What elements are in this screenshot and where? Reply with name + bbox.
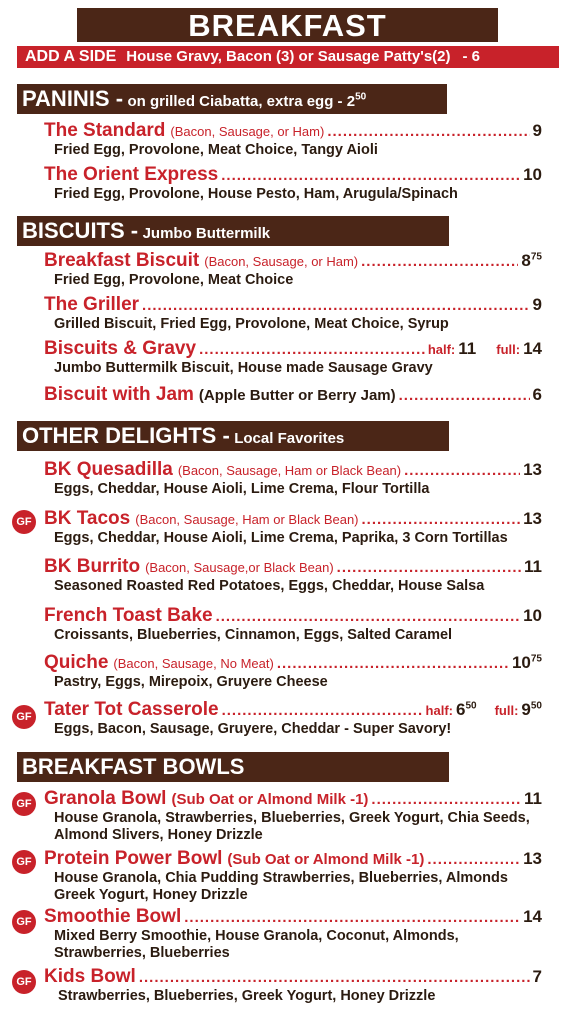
- menu-item: [44, 652, 542, 691]
- leader-dots: [139, 969, 530, 986]
- item-name: Quiche: [44, 652, 109, 673]
- item-description: House Granola, Strawberries, Blueberries, Greek Yogurt, Chia Seeds, Almond Slivers, Honey Drizzle: [54, 810, 530, 843]
- section-title: BISCUITS -: [22, 218, 139, 243]
- half-label: half:: [425, 703, 453, 718]
- item-name: Smoothie Bowl: [44, 906, 182, 927]
- item-description: House Granola, Chia Pudding Strawberries, Blueberries, Almonds Greek Yogurt, Honey Drizzle: [54, 870, 508, 903]
- item-note: (Bacon, Sausage, No Meat): [113, 656, 274, 671]
- item-description: Strawberries, Blueberries, Greek Yogurt, Honey Drizzle: [58, 988, 436, 1004]
- item-price: 9: [532, 121, 542, 140]
- full-label: full:: [496, 342, 521, 357]
- item-name: French Toast Bake: [44, 605, 213, 626]
- menu-title: BREAKFAST: [77, 8, 498, 42]
- item-note: (Bacon, Sausage,or Black Bean): [145, 560, 334, 575]
- item-price: 13: [523, 509, 542, 528]
- item-price: 10: [523, 606, 542, 625]
- item-description: Fried Egg, Provolone, Meat Choice, Tangy Aioli: [54, 142, 378, 158]
- add-side-banner: [17, 46, 559, 68]
- section-subtitle: Local Favorites: [234, 430, 345, 447]
- leader-dots: [222, 702, 423, 719]
- full-price: $9^{50}$: [521, 700, 542, 719]
- menu-item: [44, 164, 542, 203]
- item-description: Eggs, Bacon, Sausage, Gruyere, Cheddar - Super Savory!: [54, 721, 452, 737]
- item-name: BK Tacos: [44, 508, 131, 529]
- item-name: Kids Bowl: [44, 966, 136, 987]
- leader-dots: [427, 851, 520, 868]
- item-description: Jumbo Buttermilk Biscuit, House made Sausage Gravy: [54, 360, 433, 376]
- full-label: full:: [494, 703, 519, 718]
- item-price: 13: [523, 849, 542, 868]
- item-note: (Bacon, Sausage, or Ham): [204, 254, 359, 269]
- item-name: Biscuits & Gravy: [44, 338, 197, 359]
- item-price: $8^{75}$: [521, 251, 542, 270]
- section-title: PANINIS -: [22, 86, 124, 111]
- gluten-free-badge: GF: [12, 705, 36, 729]
- item-name: The Orient Express: [44, 164, 219, 185]
- gluten-free-badge: GF: [12, 792, 36, 816]
- menu-item: [44, 508, 542, 547]
- leader-dots: [362, 511, 521, 528]
- leader-dots: [184, 909, 520, 926]
- leader-dots: [199, 341, 425, 358]
- gluten-free-badge: GF: [12, 910, 36, 934]
- half-price: 11: [458, 339, 477, 358]
- add-side-text: House Gravy, Bacon (3) or Sausage Patty's(2): [126, 48, 451, 65]
- item-price: 14: [523, 907, 542, 926]
- item-name: BK Quesadilla: [44, 459, 173, 480]
- section-subtitle-sup: 50: [355, 91, 367, 103]
- item-description: Seasoned Roasted Red Potatoes, Eggs, Cheddar, House Salsa: [54, 578, 485, 594]
- section-header-bowls: [17, 752, 449, 782]
- item-description: Fried Egg, Provolone, Meat Choice: [54, 272, 294, 288]
- item-price: 7: [532, 967, 542, 986]
- item-note: (Bacon, Sausage, Ham or Black Bean): [177, 463, 402, 478]
- leader-dots: [404, 462, 520, 479]
- leader-dots: [277, 655, 509, 672]
- item-price: 10: [523, 165, 542, 184]
- item-price: 13: [523, 460, 542, 479]
- item-name: The Griller: [44, 294, 140, 315]
- section-subtitle: Jumbo Buttermilk: [142, 225, 271, 242]
- add-side-label: ADD A SIDE: [25, 48, 117, 65]
- gluten-free-badge: GF: [12, 510, 36, 534]
- item-name: Tater Tot Casserole: [44, 699, 219, 720]
- item-description: Eggs, Cheddar, House Aioli, Lime Crema, Flour Tortilla: [54, 481, 430, 497]
- item-name: Breakfast Biscuit: [44, 250, 200, 271]
- add-side-price: - 6: [462, 48, 481, 65]
- menu-item: [44, 250, 542, 289]
- section-subtitle: on grilled Ciabatta, extra egg - 2: [127, 93, 356, 110]
- section-header-paninis: [17, 84, 447, 114]
- full-price: 14: [523, 339, 542, 358]
- item-name: BK Burrito: [44, 556, 141, 577]
- item-description: Eggs, Cheddar, House Aioli, Lime Crema, Paprika, 3 Corn Tortillas: [54, 530, 508, 546]
- item-name: The Standard: [44, 120, 166, 141]
- item-description: Fried Egg, Provolone, House Pesto, Ham, Arugula/Spinach: [54, 186, 458, 202]
- item-description: Grilled Biscuit, Fried Egg, Provolone, Meat Choice, Syrup: [54, 316, 449, 332]
- gluten-free-badge: GF: [12, 850, 36, 874]
- leader-dots: [142, 297, 530, 314]
- item-note: (Bacon, Sausage, or Ham): [170, 124, 325, 139]
- menu-item: [44, 848, 542, 904]
- leader-dots: [216, 608, 520, 625]
- section-header-biscuits: [17, 216, 449, 246]
- item-price: 11: [524, 557, 542, 576]
- menu-item: [44, 120, 542, 159]
- menu-item: [44, 338, 542, 377]
- leader-dots: [221, 167, 520, 184]
- leader-dots: [337, 559, 521, 576]
- item-note: (Bacon, Sausage, Ham or Black Bean): [135, 512, 359, 527]
- section-title: BREAKFAST BOWLS: [22, 754, 245, 779]
- item-note: (Apple Butter or Berry Jam): [198, 387, 396, 404]
- section-header-delights: [17, 421, 449, 451]
- menu-item: [44, 966, 542, 1005]
- item-price: 9: [532, 295, 542, 314]
- item-name: Granola Bowl: [44, 788, 167, 809]
- leader-dots: [361, 253, 518, 270]
- menu-item: [44, 906, 542, 962]
- item-price: 6: [532, 385, 542, 404]
- item-description: Pastry, Eggs, Mirepoix, Gruyere Cheese: [54, 674, 328, 690]
- menu-item: [44, 556, 542, 595]
- menu-item: [44, 699, 542, 738]
- half-price: $6^{50}$: [455, 700, 477, 719]
- menu-item: [44, 605, 542, 644]
- item-description: Croissants, Blueberries, Cinnamon, Eggs, Salted Caramel: [54, 627, 453, 643]
- item-name: Biscuit with Jam: [44, 384, 194, 405]
- item-price: 11: [524, 789, 542, 808]
- half-label: half:: [427, 342, 456, 357]
- item-price: $10^{75}$: [511, 653, 542, 672]
- item-name: Protein Power Bowl: [44, 848, 223, 869]
- menu-item: [44, 294, 542, 333]
- leader-dots: [327, 123, 529, 140]
- leader-dots: [399, 387, 530, 404]
- menu-item: [44, 459, 542, 498]
- section-title: OTHER DELIGHTS -: [22, 423, 230, 448]
- menu-item: [44, 384, 542, 406]
- menu-item: [44, 788, 542, 844]
- leader-dots: [371, 791, 521, 808]
- item-note: (Sub Oat or Almond Milk -1): [171, 791, 369, 808]
- gluten-free-badge: GF: [12, 970, 36, 994]
- item-description: Mixed Berry Smoothie, House Granola, Coconut, Almonds, Strawberries, Blueberries: [54, 928, 459, 961]
- item-note: (Sub Oat or Almond Milk -1): [227, 851, 425, 868]
